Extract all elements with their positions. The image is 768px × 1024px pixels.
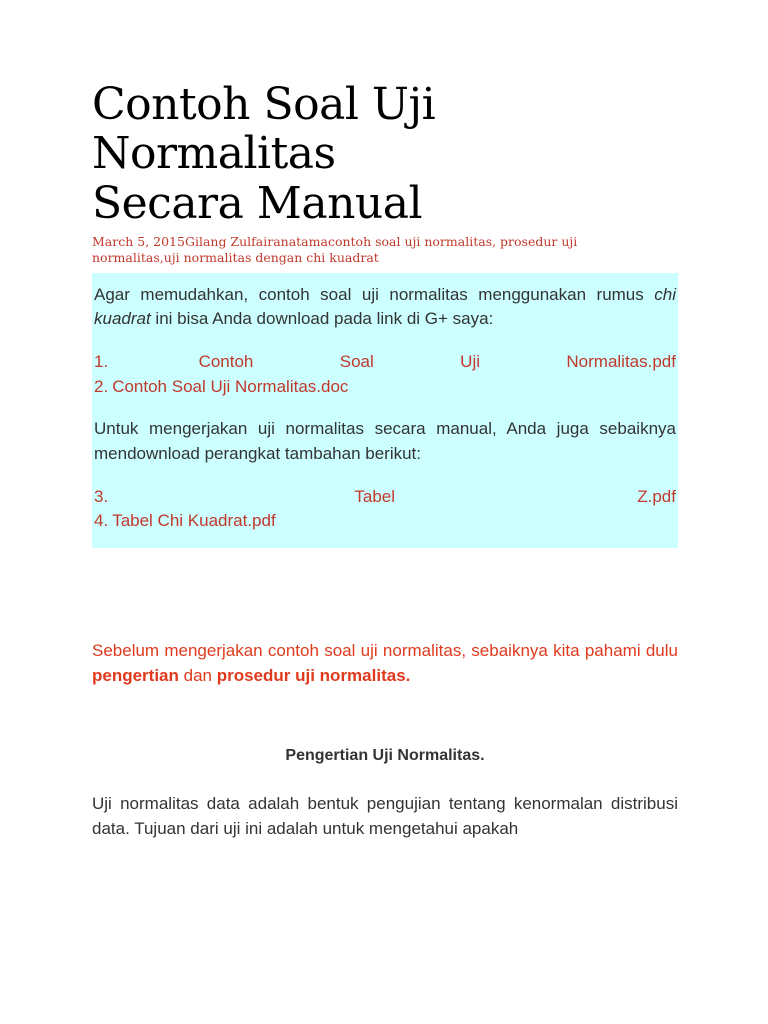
article-meta: March 5, 2015Gilang Zulfairanatamacontoh soal uji normalitas, prosedur uji normalitas,uji normalitas dengan chi kuadrat	[92, 233, 578, 266]
highlight-box	[92, 273, 678, 548]
page-title-line-3: Secara Manual	[92, 177, 423, 229]
red-note-bold-1: pengertian	[92, 666, 179, 686]
download-link-1-word-2[interactable]: Soal	[339, 352, 374, 372]
download-link-2-label[interactable]: Contoh Soal Uji Normalitas.doc	[112, 376, 349, 396]
spacer	[92, 399, 678, 417]
spacer	[92, 548, 678, 638]
download-link-4-label[interactable]: Tabel Chi Kuadrat.pdf	[112, 511, 276, 531]
intro-text-before: Agar memudahkan, contoh soal uji normalitas menggunakan rumus	[94, 284, 655, 304]
download-link-3-word-1[interactable]: Tabel	[354, 486, 396, 506]
download-link-3-word-2[interactable]: Z.pdf	[637, 486, 676, 506]
red-note-paragraph	[92, 638, 678, 689]
download-link-3[interactable]	[92, 485, 678, 510]
spacer	[92, 689, 678, 747]
intro-text-after: ini bisa Anda download pada link di G+ saya:	[150, 309, 494, 329]
download-link-2-number: 2.	[94, 376, 109, 396]
red-note-part-1: Sebelum mengerjakan contoh soal uji normalitas, sebaiknya kita pahami dulu	[92, 640, 678, 660]
download-link-1-word-3[interactable]: Uji	[460, 352, 481, 372]
red-note-part-2: dan	[178, 666, 217, 686]
spacer	[92, 765, 678, 791]
spacer	[92, 336, 678, 350]
spacer	[92, 471, 678, 485]
page-title-line-2: Normalitas	[92, 128, 336, 180]
download-link-1-number: 1.	[94, 352, 109, 372]
intro-paragraph	[92, 283, 678, 332]
red-note-bold-2: prosedur uji normalitas.	[216, 666, 411, 686]
download-link-1-word-4[interactable]: Normalitas.pdf	[566, 352, 676, 372]
download-link-3-number: 3.	[94, 486, 109, 506]
body-paragraph: Uji normalitas data adalah bentuk pengujian tentang kenormalan distribusi data. Tujuan dari uji ini adalah untuk mengetahui apakah	[92, 793, 678, 839]
second-paragraph: Untuk mengerjakan uji normalitas secara manual, Anda juga sebaiknya mendownload perangkat tambahan berikut:	[94, 419, 676, 463]
download-link-1[interactable]	[92, 350, 678, 375]
document-content	[92, 80, 678, 842]
page-title	[92, 80, 678, 228]
section-heading: Pengertian Uji Normalitas.	[285, 746, 485, 764]
intro-text-italic: chi kuadrat	[94, 284, 676, 329]
download-link-4-number: 4.	[94, 511, 109, 531]
download-link-1-word-1[interactable]: Contoh	[198, 352, 254, 372]
download-link-2[interactable]	[92, 375, 678, 400]
page-title-line-1: Contoh Soal Uji	[92, 79, 436, 130]
download-link-4[interactable]	[92, 509, 678, 534]
